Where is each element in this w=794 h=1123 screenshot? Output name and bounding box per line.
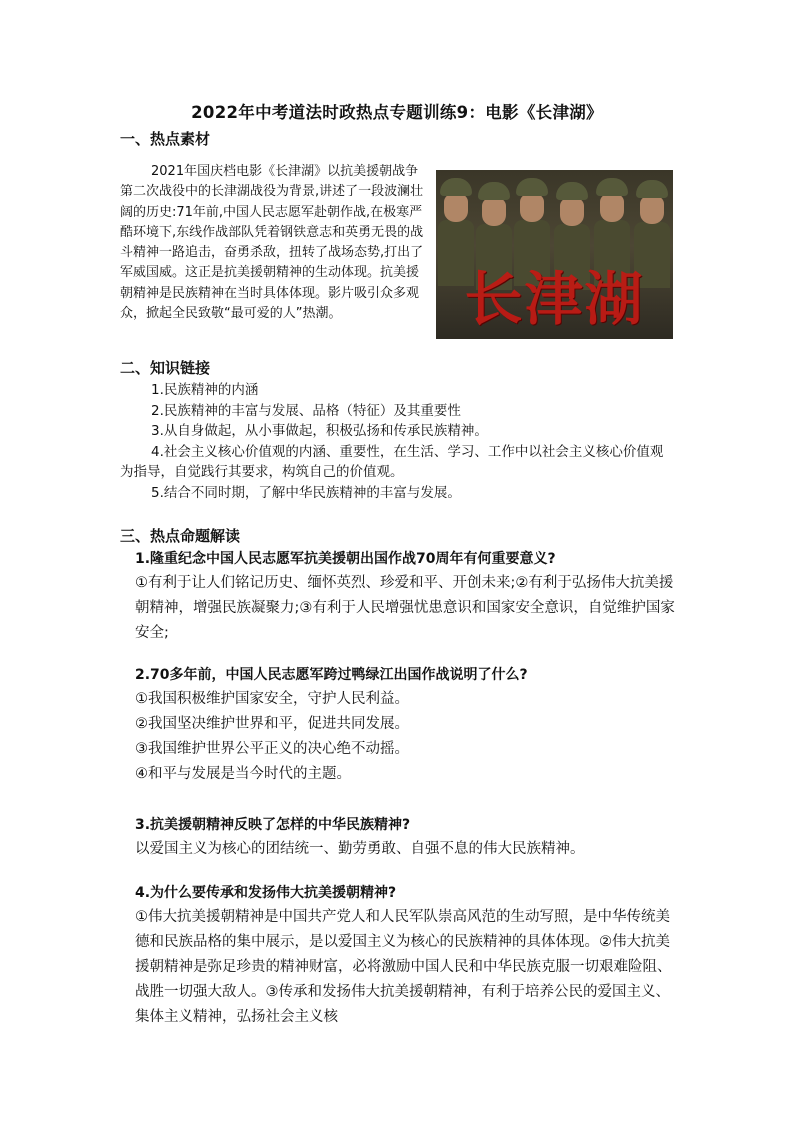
intro-paragraph: 2021年国庆档电影《长津湖》以抗美援朝战争第二次战役中的长津湖战役为背景,讲述了一段波澜壮阔的历史:71年前,中国人民志愿军赴朝作战,在极寒严酷环境下,东线作战部队凭着钢铁意志和英勇无畏的战斗精神一路追击，奋勇杀敌，扭转了战场态势,打出了军威国威。这正是抗美援朝精神的生动体现。抗美援朝精神是民族精神在当时具体体现。影片吸引众多观众，掀起全民致敬“最可爱的人”热潮。 bbox=[120, 164, 424, 322]
hot-topic-material bbox=[120, 162, 424, 324]
knowledge-list bbox=[120, 380, 676, 503]
knowledge-item: 5.结合不同时期，了解中华民族精神的丰富与发展。 bbox=[151, 484, 461, 501]
question-text: 3.抗美援朝精神反映了怎样的中华民族精神? bbox=[135, 817, 411, 833]
question-block bbox=[135, 882, 680, 1030]
knowledge-item: 2.民族精神的丰富与发展、品格（特征）及其重要性 bbox=[151, 402, 461, 419]
answer-text: ①有利于让人们铭记历史、缅怀英烈、珍爱和平、开创未来;②有利于弘扬伟大抗美援朝精神，增强民族凝聚力;③有利于人民增强忧患意识和国家安全意识，自觉维护国家安全; bbox=[135, 575, 675, 641]
knowledge-item: 1.民族精神的内涵 bbox=[151, 382, 259, 398]
answer-text: ②我国坚决维护世界和平，促进共同发展。 bbox=[135, 716, 409, 732]
answer-text: ①伟大抗美援朝精神是中国共产党人和人民军队崇高风范的生动写照，是中华传统美德和民族品格的集中展示，是以爱国主义为核心的民族精神的具体体现。②伟大抗美援朝精神是弥足珍贵的精神财富，必将激励中国人民和中华民族克服一切艰难险阻、战胜一切强大敌人。③传承和发扬伟大抗美援朝精神，有利于培养公民的爱国主义、集体主义精神，弘扬社会主义核 bbox=[135, 909, 672, 1025]
answer-text: ④和平与发展是当今时代的主题。 bbox=[135, 766, 351, 782]
answer-text: ③我国维护世界公平正义的决心绝不动摇。 bbox=[135, 741, 409, 757]
section-heading-analysis: 三、热点命题解读 bbox=[120, 527, 241, 545]
question-block bbox=[135, 814, 680, 862]
question-text: 1.隆重纪念中国人民志愿军抗美援朝出国作战70周年有何重要意义? bbox=[135, 551, 556, 567]
question-block bbox=[135, 548, 680, 646]
answer-text: 以爱国主义为核心的团结统一、勤劳勇敢、自强不息的伟大民族精神。 bbox=[135, 841, 585, 857]
question-text: 2.70多年前，中国人民志愿军跨过鸭绿江出国作战说明了什么? bbox=[135, 667, 528, 683]
movie-poster-image bbox=[436, 170, 673, 339]
document-title: 2022年中考道法时政热点专题训练9：电影《长津湖》 bbox=[191, 103, 603, 122]
section-heading-knowledge: 二、知识链接 bbox=[120, 359, 211, 377]
knowledge-item: 3.从自身做起，从小事做起，积极弘扬和传承民族精神。 bbox=[151, 423, 488, 439]
poster-title-text: 长津湖 bbox=[464, 265, 645, 333]
knowledge-item: 4.社会主义核心价值观的内涵、重要性，在生活、学习、工作中以社会主义核心价值观为指导，自觉践行其要求，构筑自己的价值观。 bbox=[120, 443, 664, 480]
answer-text: ①我国积极维护国家安全，守护人民利益。 bbox=[135, 691, 409, 707]
question-block bbox=[135, 664, 680, 787]
question-text: 4.为什么要传承和发扬伟大抗美援朝精神? bbox=[135, 885, 397, 901]
section-heading-material: 一、热点素材 bbox=[120, 130, 211, 148]
